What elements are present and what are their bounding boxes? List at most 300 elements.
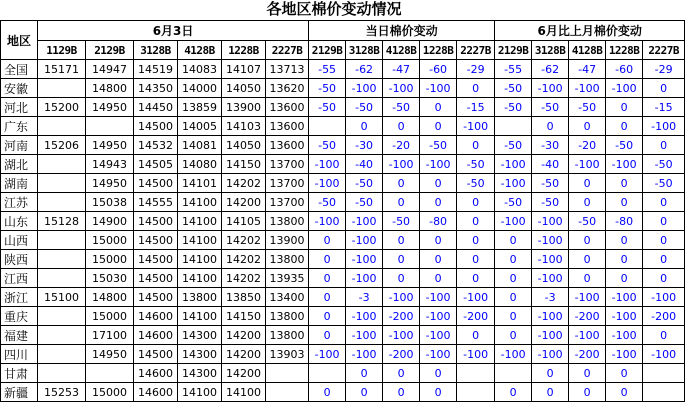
price-cell: 14800 [86,288,134,307]
price-cell: 14100 [178,231,222,250]
daily-change-cell: 0 [309,269,346,288]
daily-change-cell: 0 [457,269,495,288]
table-row [1,326,685,345]
monthly-change-cell: 0 [569,364,606,383]
monthly-change-cell: -100 [532,250,569,269]
monthly-change-cell: -100 [606,307,643,326]
daily-change-cell: 0 [383,383,420,402]
monthly-change-cell: -100 [495,212,532,231]
table-row [1,174,685,193]
monthly-change-cell: 0 [643,212,685,231]
daily-change-cell: 0 [420,231,457,250]
daily-change-cell: 0 [346,364,383,383]
region-cell: 湖北 [1,155,38,174]
monthly-change-cell: -29 [643,60,685,79]
price-cell: 14450 [134,98,178,117]
column-header: 2129B [86,41,134,60]
daily-change-cell [457,364,495,383]
table-row [1,155,685,174]
price-cell: 14800 [86,79,134,98]
price-cell: 15000 [86,231,134,250]
price-cell: 14300 [178,326,222,345]
column-header: 1228B [606,41,643,60]
daily-change-cell: -200 [383,307,420,326]
daily-change-cell: -47 [383,60,420,79]
region-cell: 浙江 [1,288,38,307]
table-row [1,288,685,307]
column-header: 4128B [383,41,420,60]
monthly-change-cell: 0 [495,269,532,288]
monthly-change-cell: -50 [643,174,685,193]
daily-change-cell: -100 [383,79,420,98]
region-cell: 新疆 [1,383,38,402]
monthly-change-cell: -200 [569,345,606,364]
price-cell: 17100 [86,326,134,345]
price-cell: 14532 [134,136,178,155]
price-cell: 14519 [134,60,178,79]
price-cell [86,364,134,383]
price-cell: 14100 [178,307,222,326]
monthly-change-cell: -100 [569,79,606,98]
price-cell [38,250,86,269]
daily-change-cell: -100 [346,212,383,231]
daily-change-cell: -30 [346,136,383,155]
region-cell: 陕西 [1,250,38,269]
daily-change-cell: 0 [309,250,346,269]
daily-change-cell: -50 [457,155,495,174]
price-cell: 14555 [134,193,178,212]
monthly-change-cell: 0 [569,250,606,269]
price-cell: 14202 [222,174,266,193]
monthly-change-cell: -50 [606,136,643,155]
price-cell: 14100 [178,250,222,269]
monthly-change-cell: -100 [495,345,532,364]
daily-change-cell: -40 [346,155,383,174]
price-cell: 14950 [86,98,134,117]
monthly-change-cell: -100 [569,326,606,345]
table-row [1,231,685,250]
daily-change-cell: -50 [309,98,346,117]
daily-change-cell: -62 [346,60,383,79]
price-cell: 14950 [86,345,134,364]
monthly-change-cell: 0 [606,269,643,288]
table-row [1,136,685,155]
price-cell: 14500 [134,117,178,136]
price-cell: 13859 [178,98,222,117]
price-cell: 15206 [38,136,86,155]
monthly-change-cell: -47 [569,60,606,79]
daily-change-cell: 0 [420,383,457,402]
price-cell: 14900 [86,212,134,231]
monthly-change-cell: 0 [495,326,532,345]
monthly-change-cell: -100 [606,79,643,98]
price-cell: 14505 [134,155,178,174]
monthly-change-cell: -100 [643,117,685,136]
region-cell: 安徽 [1,79,38,98]
table-row [1,364,685,383]
daily-change-cell: 0 [457,250,495,269]
price-cell: 15171 [38,60,86,79]
monthly-change-cell: 0 [495,288,532,307]
daily-change-cell: -50 [383,98,420,117]
price-cell [38,307,86,326]
price-cell [38,269,86,288]
monthly-change-cell: 0 [606,364,643,383]
daily-change-cell: -100 [346,231,383,250]
monthly-change-cell: 0 [569,117,606,136]
price-cell: 13400 [266,288,309,307]
daily-change-cell: 0 [457,79,495,98]
table-row [1,269,685,288]
monthly-change-cell: -100 [606,155,643,174]
daily-change-cell: 0 [420,98,457,117]
price-cell: 14050 [222,136,266,155]
monthly-change-cell: 0 [643,250,685,269]
daily-change-cell: -100 [309,174,346,193]
monthly-change-cell: -100 [606,345,643,364]
daily-change-cell: -100 [383,326,420,345]
price-cell: 13620 [266,79,309,98]
price-cell: 14200 [222,193,266,212]
monthly-change-cell: 0 [606,193,643,212]
price-cell: 13935 [266,269,309,288]
price-cell: 15038 [86,193,134,212]
region-header: 地区 [1,21,38,60]
monthly-change-cell: -200 [643,307,685,326]
daily-change-cell: 0 [383,269,420,288]
price-cell: 13700 [266,193,309,212]
daily-change-cell: 0 [457,193,495,212]
monthly-change-cell: 0 [569,231,606,250]
monthly-change-cell: 0 [606,250,643,269]
monthly-change-cell: -200 [569,307,606,326]
daily-change-cell: -80 [420,212,457,231]
daily-change-cell: -100 [346,79,383,98]
price-cell: 13903 [266,345,309,364]
price-cell: 14100 [178,269,222,288]
daily-change-cell [309,364,346,383]
table-body [1,60,685,402]
daily-change-cell: 0 [457,231,495,250]
price-cell [38,231,86,250]
column-header: 3128B [346,41,383,60]
price-cell: 14950 [86,136,134,155]
daily-change-cell: -55 [309,60,346,79]
monthly-change-cell: 0 [606,98,643,117]
price-cell: 13800 [266,307,309,326]
price-cell: 15253 [38,383,86,402]
monthly-change-cell: -40 [532,155,569,174]
region-cell: 四川 [1,345,38,364]
price-cell: 15200 [38,98,86,117]
price-group-header: 6月3日 [38,21,309,41]
price-cell: 15000 [86,307,134,326]
daily-change-cell: -50 [420,136,457,155]
monthly-change-cell: 0 [606,117,643,136]
price-cell: 15000 [86,383,134,402]
monthly-change-cell: -60 [606,60,643,79]
monthly-change-cell: -62 [532,60,569,79]
daily-change-group-header: 当日棉价变动 [309,21,495,41]
daily-change-cell: -100 [309,212,346,231]
monthly-change-cell: -50 [643,155,685,174]
daily-change-cell: 0 [420,364,457,383]
price-cell: 14200 [222,326,266,345]
monthly-change-cell: -50 [495,79,532,98]
price-cell [38,174,86,193]
price-cell: 14100 [222,383,266,402]
price-cell: 14101 [178,174,222,193]
monthly-change-group-header: 6月比上月棉价变动 [495,21,685,41]
price-cell: 13800 [266,250,309,269]
price-cell: 13900 [222,98,266,117]
daily-change-cell: -100 [346,269,383,288]
region-cell: 甘肃 [1,364,38,383]
daily-change-cell: -100 [457,288,495,307]
monthly-change-cell [495,364,532,383]
region-cell: 江苏 [1,193,38,212]
daily-change-cell: 0 [420,269,457,288]
monthly-change-cell: 0 [606,231,643,250]
region-cell: 全国 [1,60,38,79]
column-header: 1228B [420,41,457,60]
monthly-change-cell: 0 [643,269,685,288]
table-row [1,345,685,364]
region-cell: 山东 [1,212,38,231]
daily-change-cell: -100 [420,307,457,326]
price-cell: 13600 [266,136,309,155]
daily-change-cell: 0 [346,117,383,136]
monthly-change-cell: 0 [643,231,685,250]
region-cell: 广东 [1,117,38,136]
monthly-change-cell: 0 [643,193,685,212]
price-cell [38,193,86,212]
price-cell: 14005 [178,117,222,136]
daily-change-cell: 0 [420,174,457,193]
monthly-change-cell [643,364,685,383]
daily-change-cell: -100 [383,288,420,307]
daily-change-cell: -60 [420,60,457,79]
monthly-change-cell: 0 [532,117,569,136]
price-cell: 14202 [222,269,266,288]
daily-change-cell: 0 [383,117,420,136]
column-header: 2227B [457,41,495,60]
monthly-change-cell: 0 [643,79,685,98]
daily-change-cell: -3 [346,288,383,307]
column-header: 2129B [309,41,346,60]
column-header: 4128B [178,41,222,60]
price-cell: 13900 [266,231,309,250]
price-cell: 13700 [266,174,309,193]
monthly-change-cell: -55 [495,60,532,79]
daily-change-cell: -29 [457,60,495,79]
price-cell: 13800 [266,212,309,231]
daily-change-cell: 0 [383,193,420,212]
daily-change-cell: 0 [457,136,495,155]
daily-change-cell: -100 [420,79,457,98]
monthly-change-cell: 0 [569,383,606,402]
monthly-change-cell [495,117,532,136]
price-cell: 14500 [134,345,178,364]
price-cell [38,326,86,345]
price-cell: 14500 [134,231,178,250]
daily-change-cell: -50 [309,136,346,155]
monthly-change-cell: -50 [532,98,569,117]
price-cell: 13850 [222,288,266,307]
monthly-change-cell: -20 [569,136,606,155]
monthly-change-cell: 0 [643,326,685,345]
table-row [1,193,685,212]
price-cell: 14100 [178,383,222,402]
price-cell: 14083 [178,60,222,79]
monthly-change-cell: -15 [643,98,685,117]
daily-change-cell: -15 [457,98,495,117]
price-cell: 14600 [134,364,178,383]
monthly-change-cell: 0 [606,174,643,193]
region-cell: 山西 [1,231,38,250]
monthly-change-cell: -100 [532,326,569,345]
region-cell: 河南 [1,136,38,155]
daily-change-cell [309,117,346,136]
monthly-change-cell: 0 [643,136,685,155]
price-cell: 13700 [266,155,309,174]
daily-change-cell: -200 [457,307,495,326]
price-cell: 15030 [86,269,134,288]
monthly-change-cell: 0 [532,364,569,383]
monthly-change-cell: -100 [569,288,606,307]
column-header: 1228B [222,41,266,60]
daily-change-cell: 0 [383,231,420,250]
daily-change-cell: 0 [309,326,346,345]
monthly-change-cell: 0 [606,383,643,402]
daily-change-cell: 0 [309,231,346,250]
daily-change-cell: -100 [420,155,457,174]
daily-change-cell: -50 [457,174,495,193]
price-cell: 14050 [222,79,266,98]
table-row [1,307,685,326]
cotton-price-table [0,20,685,402]
daily-change-cell: -50 [309,193,346,212]
price-cell: 14300 [178,364,222,383]
price-cell: 14500 [134,269,178,288]
price-cell [38,155,86,174]
daily-change-cell: -100 [457,117,495,136]
region-cell: 河北 [1,98,38,117]
table-row [1,212,685,231]
monthly-change-cell: -100 [532,269,569,288]
column-header: 1129B [38,41,86,60]
price-cell [38,117,86,136]
daily-change-cell: -100 [309,345,346,364]
monthly-change-cell: 0 [569,193,606,212]
price-cell [38,79,86,98]
daily-change-cell: -100 [420,345,457,364]
price-cell: 14150 [222,307,266,326]
daily-change-cell: 0 [420,193,457,212]
price-cell [266,364,309,383]
price-cell: 14100 [178,212,222,231]
daily-change-cell: 0 [309,288,346,307]
daily-change-cell: -100 [309,155,346,174]
daily-change-cell: -100 [346,307,383,326]
column-header: 3128B [134,41,178,60]
price-cell: 14150 [222,155,266,174]
column-header: 3128B [532,41,569,60]
table-row [1,60,685,79]
daily-change-cell: 0 [420,250,457,269]
monthly-change-cell: -50 [495,193,532,212]
monthly-change-cell: -50 [495,136,532,155]
daily-change-cell: -100 [346,345,383,364]
price-cell: 14500 [134,288,178,307]
monthly-change-cell: 0 [495,231,532,250]
price-cell: 14202 [222,250,266,269]
daily-change-cell: -100 [420,288,457,307]
header-row-groups [1,21,685,41]
daily-change-cell: 0 [383,174,420,193]
price-cell: 14103 [222,117,266,136]
region-cell: 江西 [1,269,38,288]
table-row [1,250,685,269]
region-cell: 湖南 [1,174,38,193]
monthly-change-cell: -80 [606,212,643,231]
daily-change-cell: 0 [383,364,420,383]
table-row [1,79,685,98]
table-row [1,117,685,136]
price-cell: 15000 [86,250,134,269]
table-row [1,383,685,402]
monthly-change-cell: -50 [495,98,532,117]
price-cell: 13713 [266,60,309,79]
monthly-change-cell: 0 [495,250,532,269]
monthly-change-cell: -50 [569,98,606,117]
daily-change-cell: -100 [383,155,420,174]
price-cell: 15128 [38,212,86,231]
price-cell: 14080 [178,155,222,174]
price-cell: 14105 [222,212,266,231]
monthly-change-cell: -100 [606,326,643,345]
daily-change-cell: -50 [309,79,346,98]
price-cell: 14081 [178,136,222,155]
monthly-change-cell: -100 [606,288,643,307]
column-header: 2227B [266,41,309,60]
daily-change-cell: -50 [346,98,383,117]
column-header: 2227B [643,41,685,60]
daily-change-cell: 0 [457,326,495,345]
price-cell [266,383,309,402]
monthly-change-cell: -100 [495,155,532,174]
monthly-change-cell: -100 [643,345,685,364]
daily-change-cell: -100 [346,250,383,269]
region-cell: 重庆 [1,307,38,326]
monthly-change-cell: -100 [532,212,569,231]
price-cell: 14500 [134,212,178,231]
price-cell: 14350 [134,79,178,98]
monthly-change-cell: -100 [643,288,685,307]
monthly-change-cell: -100 [495,174,532,193]
daily-change-cell: -200 [383,345,420,364]
price-cell: 14202 [222,231,266,250]
price-cell: 14600 [134,326,178,345]
monthly-change-cell [643,383,685,402]
price-cell: 13800 [266,326,309,345]
monthly-change-cell: -3 [532,288,569,307]
monthly-change-cell: -100 [532,79,569,98]
daily-change-cell: 0 [383,250,420,269]
column-header: 4128B [569,41,606,60]
column-header: 2129B [495,41,532,60]
monthly-change-cell: -50 [532,193,569,212]
